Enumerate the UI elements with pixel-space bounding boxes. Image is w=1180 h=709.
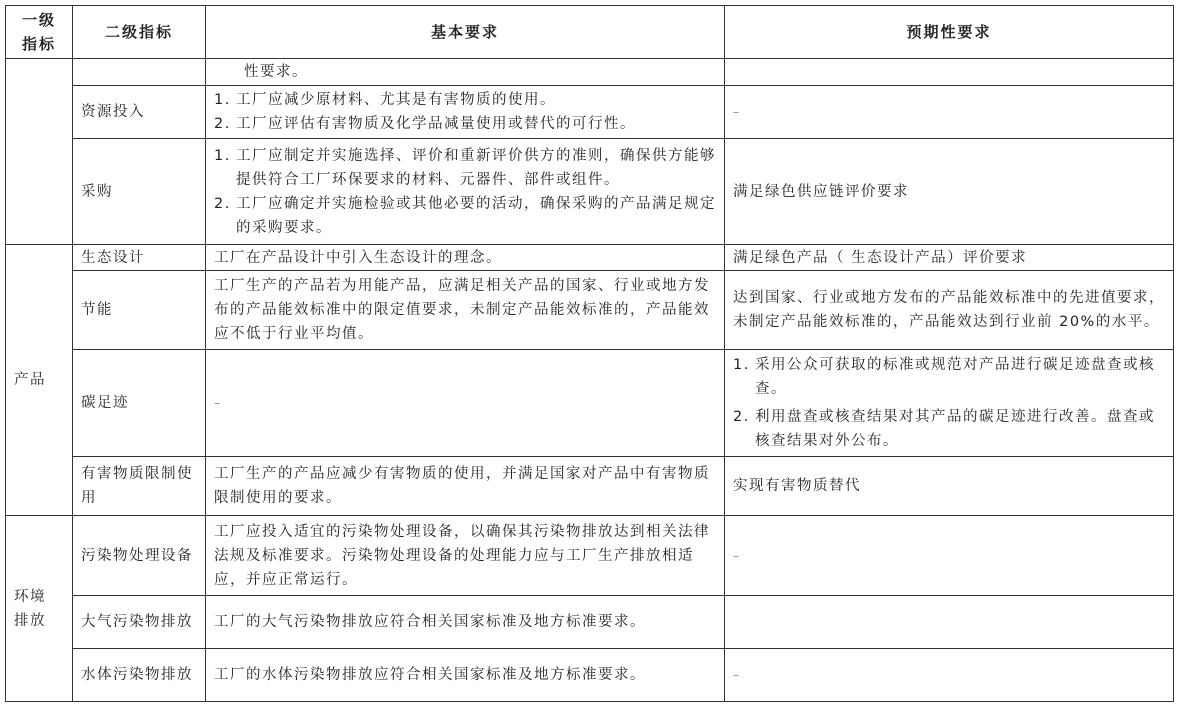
expected-cell: – — [725, 649, 1174, 702]
expected-cell: – — [725, 516, 1174, 596]
basic-cell: 工厂的大气污染物排放应符合相关国家标准及地方标准要求。 — [206, 596, 725, 649]
level2-cell: 水体污染物排放 — [73, 649, 206, 702]
basic-cell: 工厂在产品设计中引入生态设计的理念。 — [206, 245, 725, 271]
table-row — [6, 516, 1174, 596]
list-item: 1. 工厂应制定并实施选择、评价和重新评价供方的准则，确保供方能够提供符合工厂环保要求的材料、元器件、部件或组件。 — [214, 147, 716, 188]
expected-cell: 满足绿色产品（ 生态设计产品）评价要求 — [725, 245, 1174, 271]
basic-cell: – — [206, 350, 725, 457]
level1-cell — [6, 59, 73, 245]
expected-cell — [725, 59, 1174, 86]
list-item: 2. 工厂应确定并实施检验或其他必要的活动，确保采购的产品满足规定的采购要求。 — [214, 195, 716, 236]
table-row — [6, 649, 1174, 702]
level2-cell: 节能 — [73, 271, 206, 350]
table-row — [6, 139, 1174, 245]
list-item: 1. 采用公众可获取的标准或规范对产品进行碳足迹盘查或核查。 — [733, 357, 1155, 397]
table-row — [6, 59, 1174, 86]
basic-cell — [206, 86, 725, 139]
expected-cell: 达到国家、行业或地方发布的产品能效标准中的先进值要求，未制定产品能效标准的，产品能效达到行业前 20%的水平。 — [725, 271, 1174, 350]
list-item: 1. 工厂应减少原材料、尤其是有害物质的使用。 — [214, 92, 556, 108]
basic-cell: 工厂生产的产品应减少有害物质的使用，并满足国家对产品中有害物质限制使用的要求。 — [206, 457, 725, 516]
header-basic: 基本要求 — [206, 6, 725, 59]
header-level2: 二级指标 — [73, 6, 206, 59]
expected-cell — [725, 596, 1174, 649]
expected-cell: – — [725, 86, 1174, 139]
level2-cell: 生态设计 — [73, 245, 206, 271]
table-row — [6, 596, 1174, 649]
table-row — [6, 271, 1174, 350]
level2-cell — [73, 59, 206, 86]
list-item: 2. 利用盘查或核查结果对其产品的碳足迹进行改善。盘查或核查结果对外公布。 — [733, 409, 1155, 449]
header-expected: 预期性要求 — [725, 6, 1174, 59]
level2-cell: 采购 — [73, 139, 206, 245]
table-row — [6, 86, 1174, 139]
basic-cell: 工厂的水体污染物排放应符合相关国家标准及地方标准要求。 — [206, 649, 725, 702]
level2-cell: 大气污染物排放 — [73, 596, 206, 649]
requirements-table — [5, 5, 1174, 702]
basic-cell: 性要求。 — [206, 59, 725, 86]
level1-cell: 环境 排放 — [6, 516, 73, 702]
level2-cell: 有害物质限制使用 — [73, 457, 206, 516]
expected-cell — [725, 350, 1174, 457]
basic-cell: 工厂生产的产品若为用能产品，应满足相关产品的国家、行业或地方发布的产品能效标准中的限定值要求，未制定产品能效标准的，产品能效应不低于行业平均值。 — [206, 271, 725, 350]
list-item: 2. 工厂应评估有害物质及化学品减量使用或替代的可行性。 — [214, 116, 636, 132]
level2-cell: 污染物处理设备 — [73, 516, 206, 596]
table-row — [6, 245, 1174, 271]
table-row — [6, 457, 1174, 516]
basic-cell — [206, 139, 725, 245]
level2-cell: 碳足迹 — [73, 350, 206, 457]
table-row — [6, 350, 1174, 457]
header-level1: 一级 指标 — [6, 6, 73, 59]
level2-cell: 资源投入 — [73, 86, 206, 139]
expected-cell: 实现有害物质替代 — [725, 457, 1174, 516]
expected-cell: 满足绿色供应链评价要求 — [725, 139, 1174, 245]
basic-cell: 工厂应投入适宜的污染物处理设备，以确保其污染物排放达到相关法律法规及标准要求。污染物处理设备的处理能力应与工厂生产排放相适应，并应正常运行。 — [206, 516, 725, 596]
level1-cell: 产品 — [6, 245, 73, 516]
header-row — [6, 6, 1174, 59]
